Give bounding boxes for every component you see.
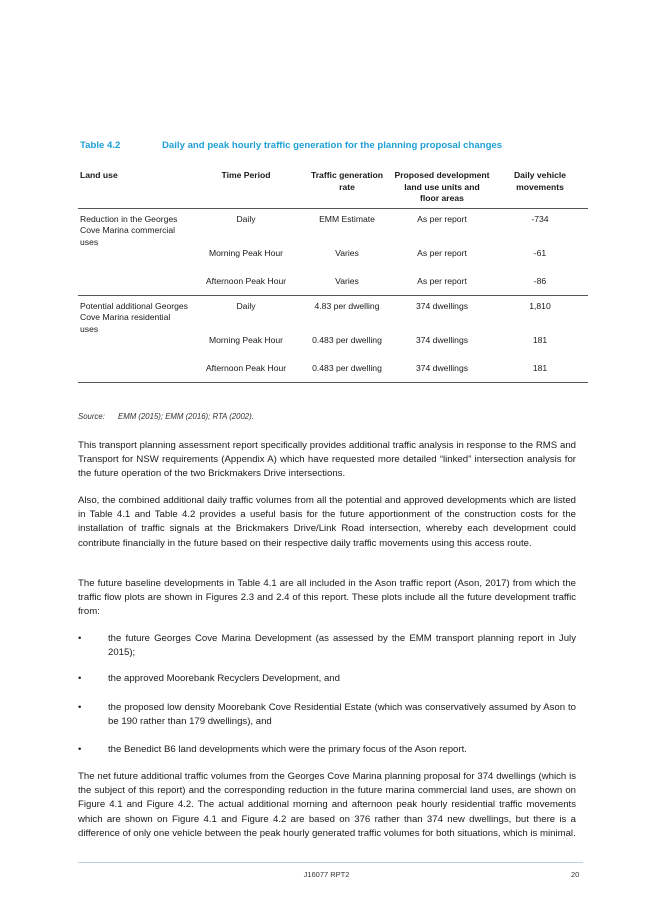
movements-cell: 181 xyxy=(532,362,548,373)
list-item xyxy=(78,632,576,660)
movements-cell: -61 xyxy=(533,247,547,258)
list-item-text: the Benedict B6 land developments which were the primary focus of the Ason report. xyxy=(108,744,467,756)
footer-divider xyxy=(78,862,583,863)
movements-cell: 1,810 xyxy=(529,300,551,311)
movements-cell: 181 xyxy=(532,334,548,345)
rate-cell: EMM Estimate xyxy=(319,213,375,224)
period-cell: Daily xyxy=(236,213,256,224)
table-title: Daily and peak hourly traffic generation for the planning proposal changes xyxy=(162,140,503,151)
units-cell: As per report xyxy=(417,247,467,258)
bullet-icon: • xyxy=(78,633,82,644)
bullet-icon: • xyxy=(78,673,82,685)
header-traffic-rate: Traffic generation rate xyxy=(310,170,384,192)
units-cell: 374 dwellings xyxy=(415,362,469,373)
units-cell: 374 dwellings xyxy=(415,334,469,345)
list-item-text: the approved Moorebank Recyclers Development, and xyxy=(108,673,340,685)
units-cell: 374 dwellings xyxy=(415,300,469,311)
paragraph: Also, the combined additional daily traffic volumes from all the potential and approved developments which are listed in Table 4.1 and Table 4.2 provides a useful basis for the future apportionment of the construction costs for the installation of traffic signals at the Brickmakers Drive/Link Road intersection, whereby each development could contribute financially in the future based on their respective daily traffic movements using this access route. xyxy=(78,495,576,549)
list-item xyxy=(78,672,576,686)
paragraph: The future baseline developments in Table 4.1 are all included in the Ason traffic report (Ason, 2017) from which the traffic flow plots are shown in Figures 2.3 and 2.4 of this report. These plots include all the future development traffic from: xyxy=(78,578,576,618)
period-cell: Daily xyxy=(236,300,256,311)
traffic-generation-table xyxy=(78,168,588,383)
rate-cell: Varies xyxy=(335,247,359,258)
land-use-cell: Reduction in the Georges Cove Marina commercial uses xyxy=(80,213,178,247)
rate-cell: Varies xyxy=(335,275,359,286)
paragraph: This transport planning assessment report specifically provides additional traffic analysis in response to the RMS and Transport for NSW requirements (Appendix A) which have requested more detailed “linked” intersection analysis for the future operation of the two Brickmakers Drive intersections. xyxy=(78,440,576,480)
source-text: EMM (2015); EMM (2016); RTA (2002). xyxy=(118,412,254,421)
period-cell: Afternoon Peak Hour xyxy=(205,362,287,373)
table-number: Table 4.2 xyxy=(80,140,121,151)
land-use-cell: Potential additional Georges Cove Marina residential uses xyxy=(80,300,188,334)
rate-cell: 4.83 per dwelling xyxy=(314,300,380,311)
header-proposed-units: Proposed development land use units and floor areas xyxy=(394,170,490,203)
movements-cell: -734 xyxy=(531,213,549,224)
rate-cell: 0.483 per dwelling xyxy=(312,362,382,373)
units-cell: As per report xyxy=(417,213,467,224)
table-row xyxy=(78,208,588,248)
footer-document-id: J16077 RPT2 xyxy=(303,870,350,879)
list-item xyxy=(78,743,576,757)
period-cell: Afternoon Peak Hour xyxy=(205,275,287,286)
source-label: Source: xyxy=(78,412,105,421)
rate-cell: 0.483 per dwelling xyxy=(312,334,382,345)
list-item-text: the proposed low density Moorebank Cove Residential Estate (which was conservatively assumed by Ason to be 190 rather than 179 dwellings), and xyxy=(108,701,576,727)
list-item-text: the future Georges Cove Marina Development (as assessed by the EMM transport planning report in July 2015); xyxy=(108,633,576,659)
paragraph: The net future additional traffic volumes from the Georges Cove Marina planning proposal for 374 dwellings (which is the subject of this report) and the corresponding reduction in the future marina commercial land uses, are shown on Figure 4.1 and Figure 4.2. The actual additional morning and afternoon peak hourly residential traffic movements which are shown on Figure 4.1 and Figure 4.2 are based on 376 rather than 374 new dwellings, but there is a difference of only one vehicle between the peak hourly generated traffic volumes for both situations, which is minimal. xyxy=(78,771,576,839)
header-land-use: Land use xyxy=(80,170,118,180)
table-header-row xyxy=(78,168,588,208)
bullet-icon: • xyxy=(78,744,82,756)
period-cell: Morning Peak Hour xyxy=(208,247,284,258)
page-number: 20 xyxy=(571,870,580,879)
header-daily-movements: Daily vehicle movements xyxy=(513,170,567,192)
period-cell: Morning Peak Hour xyxy=(208,334,284,345)
list-item xyxy=(78,701,576,729)
table-row xyxy=(78,295,588,335)
bullet-icon: • xyxy=(78,701,82,713)
development-list xyxy=(78,632,576,757)
header-time-period: Time Period xyxy=(221,170,271,180)
movements-cell: -86 xyxy=(533,275,547,286)
units-cell: As per report xyxy=(417,275,467,286)
